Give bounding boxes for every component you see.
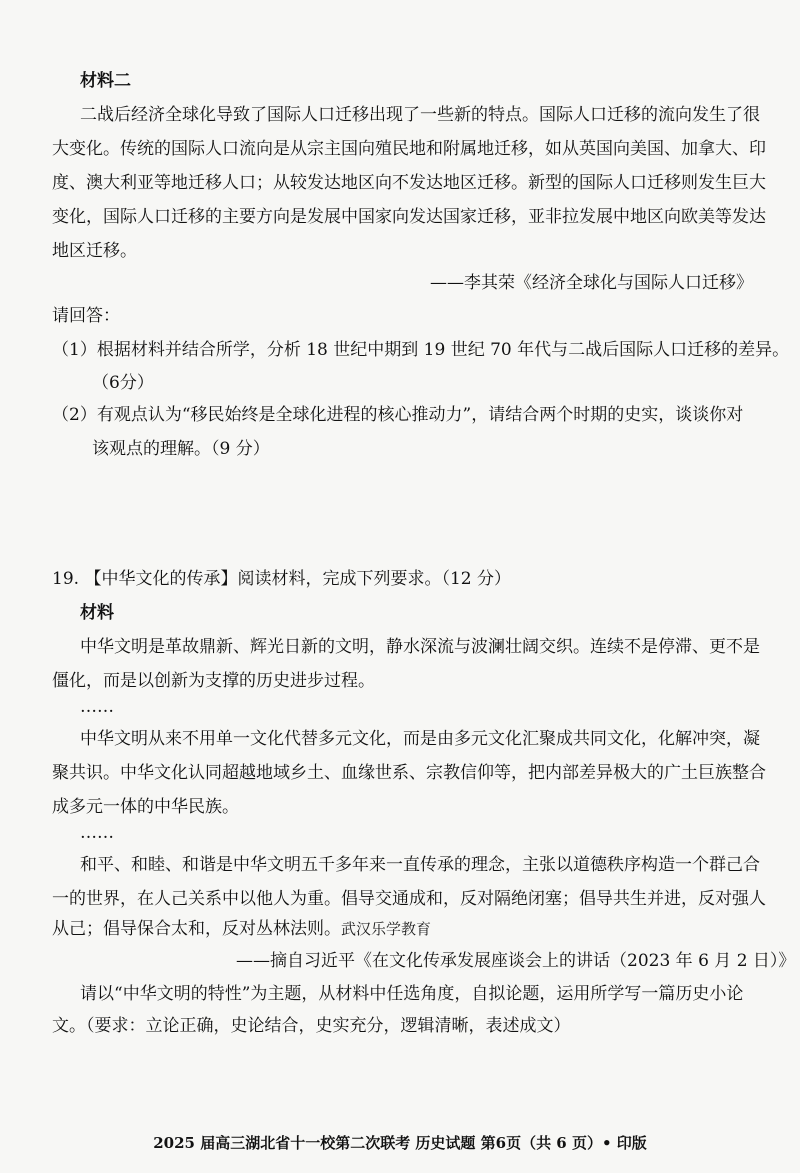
paragraph-line: 僵化，而是以创新为支撑的历史进步过程。 [52, 671, 375, 691]
paragraph-line: 中华文明从来不用单一文化代替多元文化，而是由多元文化汇聚成共同文化，化解冲突，凝 [80, 729, 760, 749]
watermark-text: 武汉乐学教育 [341, 920, 432, 938]
task-line: 文。（要求：立论正确，史论结合，史实充分，逻辑清晰，表述成文） [52, 1016, 571, 1036]
paragraph-line: 成多元一体的中华民族。 [52, 797, 239, 817]
material-two-line: 度、澳大利亚等地迁移人口；从较发达地区向不发达地区迁移。新型的国际人口迁移则发生巨大 [52, 173, 766, 193]
ellipsis: …… [80, 823, 114, 843]
paragraph-text: 从己；倡导保合太和，反对丛林法则。 [52, 919, 341, 939]
task-line: 请以“中华文明的特性”为主题，从材料中任选角度，自拟论题，运用所学写一篇历史小论 [80, 984, 744, 1004]
material-heading: 材料 [80, 603, 114, 623]
paragraph-line [52, 912, 431, 946]
material-two-heading: 材料二 [80, 71, 131, 91]
sub-question-1-score: （6分） [92, 373, 154, 393]
paragraph-line: 一的世界，在人己关系中以他人为重。倡导交通成和，反对隔绝闭塞；倡导共生并进，反对强人 [52, 889, 766, 909]
sub-question-1: （1）根据材料并结合所学，分析 18 世纪中期到 19 世纪 70 年代与二战后国际人口迁移的差异。 [52, 340, 790, 360]
sub-question-2: （2）有观点认为“移民始终是全球化进程的核心推动力”，请结合两个时期的史实，谈谈你对 [52, 405, 744, 425]
answer-prompt: 请回答： [52, 306, 120, 326]
paragraph-line: 中华文明是革故鼎新、辉光日新的文明，静水深流与波澜壮阔交织。连续不是停滞、更不是 [80, 637, 760, 657]
material-two-line: 变化，国际人口迁移的主要方向是发展中国家向发达国家迁移，亚非拉发展中地区向欧美等发达 [52, 207, 766, 227]
page-footer: 2025 届高三湖北省十一校第二次联考 历史试题 第6页（共 6 页）• 印版 [153, 1134, 647, 1152]
material-two-line: 二战后经济全球化导致了国际人口迁移出现了一些新的特点。国际人口迁移的流向发生了很 [80, 105, 760, 125]
material-two-line: 地区迁移。 [52, 241, 137, 261]
material-two-line: 大变化。传统的国际人口流向是从宗主国向殖民地和附属地迁移，如从英国向美国、加拿大、印 [52, 139, 766, 159]
paragraph-line: 聚共识。中华文化认同超越地域乡土、血缘世系、宗教信仰等，把内部差异极大的广土巨族整合 [52, 763, 766, 783]
question-19-header: 19. 【中华文化的传承】阅读材料，完成下列要求。（12 分） [52, 569, 511, 589]
paragraph-line: 和平、和睦、和谐是中华文明五千多年来一直传承的理念，主张以道德秩序构造一个群己合 [80, 855, 760, 875]
ellipsis: …… [80, 697, 114, 717]
speech-source: ——摘自习近平《在文化传承发展座谈会上的讲话（2023 年 6 月 2 日）》 [236, 951, 796, 971]
material-two-source: ——李其荣《经济全球化与国际人口迁移》 [430, 273, 753, 293]
sub-question-2-cont: 该观点的理解。（9 分） [92, 439, 270, 459]
